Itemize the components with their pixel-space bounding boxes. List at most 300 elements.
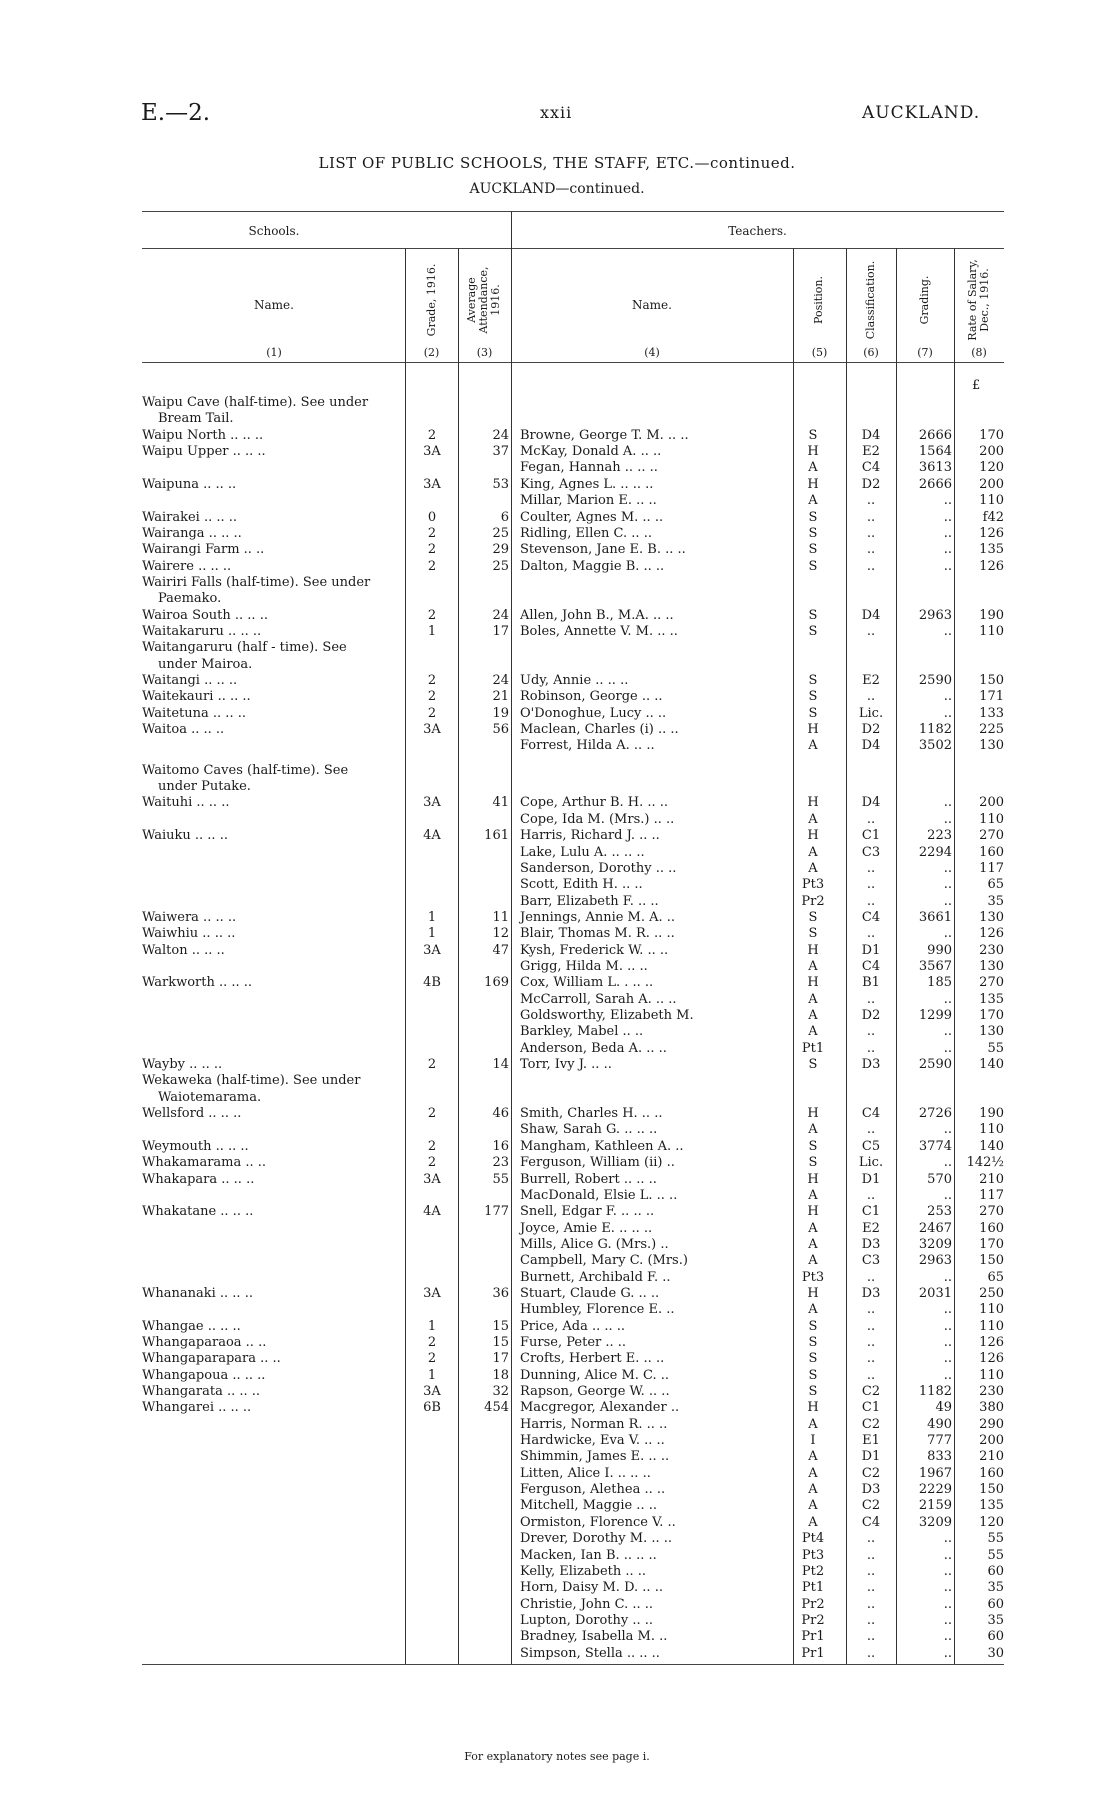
classification-cell: C4	[861, 1106, 881, 1122]
col-number: (7)	[917, 346, 933, 359]
school-name-cell: Waiwhiu .. .. ..	[142, 926, 236, 942]
table-row	[0, 828, 1114, 844]
grade-cell: 4A	[423, 1204, 441, 1220]
grading-cell: 2963	[918, 607, 952, 623]
classification-cell: D3	[861, 1482, 881, 1498]
school-name-cell: Waitangaruru (half - time). See	[142, 640, 347, 656]
table-row	[0, 411, 1114, 427]
teacher-name-cell: Robinson, George .. ..	[520, 689, 663, 705]
salary-cell: 210	[979, 1449, 1004, 1465]
grading-cell: ..	[943, 1580, 952, 1596]
classification-cell: ..	[866, 1563, 876, 1579]
teacher-name-cell: Cope, Ida M. (Mrs.) .. ..	[520, 811, 675, 827]
grading-cell: ..	[943, 689, 952, 705]
attendance-cell: 15	[492, 1334, 509, 1350]
grading-cell: ..	[943, 1351, 952, 1367]
table-row	[0, 975, 1114, 991]
table-row	[0, 493, 1114, 509]
salary-cell: 110	[979, 1367, 1004, 1383]
grade-cell: 0	[427, 509, 437, 525]
table-row	[0, 1498, 1114, 1514]
salary-cell: 140	[979, 1057, 1004, 1072]
teacher-name-cell: Litten, Alice I. .. .. ..	[520, 1465, 651, 1481]
position-cell: H	[807, 444, 819, 460]
grade-cell: 2	[427, 1334, 437, 1350]
table-row	[0, 959, 1114, 975]
classification-cell: E2	[862, 444, 880, 460]
salary-cell: 290	[979, 1416, 1004, 1432]
classification-cell: C2	[861, 1465, 881, 1481]
school-name-cell: Waituhi .. .. ..	[142, 795, 230, 811]
attendance-cell: 161	[484, 828, 509, 844]
classification-cell: C4	[861, 958, 881, 974]
attendance-cell: 17	[492, 623, 509, 639]
position-cell: S	[808, 705, 818, 721]
position-cell: Pr2	[801, 1596, 825, 1612]
teacher-name-cell: Fegan, Hannah .. .. ..	[520, 460, 658, 476]
table-row	[0, 1188, 1114, 1204]
position-cell: A	[808, 1465, 818, 1481]
attendance-cell: 17	[492, 1351, 509, 1367]
table-row	[0, 1335, 1114, 1351]
table-row	[0, 1155, 1114, 1171]
teacher-name-cell: Ferguson, William (ii) ..	[520, 1155, 675, 1171]
salary-cell: 135	[979, 991, 1004, 1007]
position-cell: A	[808, 860, 818, 876]
footnote: For explanatory notes see page i.	[464, 1750, 650, 1763]
position-cell: S	[808, 607, 818, 623]
position-cell: S	[808, 1351, 818, 1367]
table-row	[0, 1351, 1114, 1367]
grading-cell: ..	[943, 493, 952, 509]
classification-cell: D2	[861, 722, 881, 737]
table-row	[0, 1122, 1114, 1138]
classification-cell: D3	[861, 1057, 881, 1072]
grading-cell: 223	[927, 828, 952, 844]
classification-cell: ..	[866, 860, 876, 876]
teacher-name-cell: Shaw, Sarah G. .. .. ..	[520, 1122, 658, 1138]
teacher-name-cell: Bradney, Isabella M. ..	[520, 1629, 668, 1645]
position-cell: A	[808, 1498, 818, 1514]
grading-cell: ..	[943, 877, 952, 893]
salary-cell: 150	[979, 1482, 1004, 1498]
grading-cell: 2666	[918, 427, 952, 443]
teacher-name-cell: Ferguson, Alethea .. ..	[520, 1482, 666, 1498]
classification-cell: ..	[866, 1580, 876, 1596]
classification-cell: E1	[862, 1433, 880, 1448]
classification-cell: ..	[866, 1596, 876, 1612]
grading-cell: ..	[943, 1187, 952, 1203]
teacher-name-header: Name.	[632, 298, 672, 312]
position-cell: H	[807, 1400, 819, 1416]
school-name-cell: Wairere .. .. ..	[142, 558, 232, 574]
position-cell: A	[808, 1024, 818, 1040]
position-header: Position.	[812, 276, 825, 324]
position-cell: A	[808, 1302, 818, 1318]
attendance-cell: 56	[492, 722, 509, 737]
grading-cell: ..	[943, 1269, 952, 1285]
grade-cell: 3A	[423, 444, 441, 460]
teacher-name-cell: MacDonald, Elsie L. .. ..	[520, 1187, 678, 1203]
salary-cell: 170	[979, 427, 1004, 443]
teacher-name-cell: Hardwicke, Eva V. .. ..	[520, 1433, 665, 1448]
table-row	[0, 1449, 1114, 1465]
grading-cell: ..	[943, 795, 952, 811]
teacher-name-cell: Crofts, Herbert E. .. ..	[520, 1351, 665, 1367]
school-name-cell: Wairanga .. .. ..	[142, 525, 242, 541]
classification-cell: C4	[861, 460, 881, 476]
grading-cell: ..	[943, 1024, 952, 1040]
teacher-name-cell: Joyce, Amie E. .. .. ..	[520, 1220, 653, 1236]
teacher-name-cell: Campbell, Mary C. (Mrs.)	[520, 1253, 688, 1269]
grade-cell: 3A	[423, 942, 441, 958]
salary-cell: 170	[979, 1008, 1004, 1023]
grade-cell: 3A	[423, 722, 441, 737]
grading-cell: ..	[943, 1645, 952, 1661]
classification-cell: D3	[861, 1285, 881, 1301]
position-cell: A	[808, 958, 818, 974]
table-row	[0, 1368, 1114, 1384]
table-row	[0, 779, 1114, 795]
teacher-name-cell: Coulter, Agnes M. .. ..	[520, 509, 664, 525]
position-cell: A	[808, 460, 818, 476]
grade-cell: 3A	[423, 1384, 441, 1399]
classification-cell: D1	[861, 942, 881, 958]
classification-cell: D2	[861, 1008, 881, 1023]
school-name-cell: Whakatane .. .. ..	[142, 1204, 254, 1220]
grading-cell: 570	[927, 1171, 952, 1187]
school-name-cell: Waipu Cave (half-time). See under	[142, 395, 369, 410]
position-cell: H	[807, 1171, 819, 1187]
grading-cell: 2726	[918, 1106, 952, 1122]
position-cell: Pt3	[801, 1547, 825, 1563]
teacher-name-cell: Scott, Edith H. .. ..	[520, 877, 643, 893]
position-cell: S	[808, 1155, 818, 1171]
grading-cell: 777	[927, 1433, 952, 1448]
salary-cell: 65	[987, 1269, 1004, 1285]
classification-header: Classification.	[864, 260, 877, 340]
teacher-name-cell: Lake, Lulu A. .. .. ..	[520, 844, 645, 860]
grading-cell: ..	[943, 1612, 952, 1628]
table-row	[0, 1024, 1114, 1040]
classification-cell: ..	[866, 558, 876, 574]
teacher-name-cell: Harris, Richard J. .. ..	[520, 828, 660, 844]
salary-cell: 55	[987, 1040, 1004, 1056]
teacher-name-cell: Torr, Ivy J. .. ..	[520, 1057, 612, 1072]
classification-cell: ..	[866, 509, 876, 525]
salary-cell: 126	[979, 1334, 1004, 1350]
classification-cell: B1	[862, 975, 880, 991]
grading-cell: 2963	[918, 1253, 952, 1269]
col-number: (3)	[476, 346, 493, 359]
grade-cell: 2	[427, 542, 437, 558]
position-cell: H	[807, 722, 819, 737]
grade-cell: 3A	[423, 1285, 441, 1301]
salary-cell: 126	[979, 558, 1004, 574]
grading-cell: 1967	[918, 1465, 952, 1481]
salary-cell: 35	[987, 1612, 1004, 1628]
table-row	[0, 1466, 1114, 1482]
salary-cell: 110	[979, 493, 1004, 509]
classification-cell: ..	[866, 542, 876, 558]
position-cell: H	[807, 795, 819, 811]
doc-code: E.—2.	[141, 100, 211, 126]
grading-cell: ..	[943, 1563, 952, 1579]
table-row	[0, 608, 1114, 624]
grading-cell: 490	[927, 1416, 952, 1432]
classification-cell: C2	[861, 1498, 881, 1514]
position-cell: I	[810, 1433, 816, 1448]
classification-cell: ..	[866, 1334, 876, 1350]
classification-cell: C2	[861, 1416, 881, 1432]
school-name-cell: Wayby .. .. ..	[142, 1057, 223, 1072]
grade-cell: 2	[427, 1138, 437, 1154]
table-row	[0, 395, 1114, 411]
grading-cell: ..	[943, 991, 952, 1007]
classification-cell: D2	[861, 476, 881, 492]
salary-cell: 270	[979, 975, 1004, 991]
teacher-name-cell: Kelly, Elizabeth .. ..	[520, 1563, 647, 1579]
teacher-name-cell: Mills, Alice G. (Mrs.) ..	[520, 1236, 669, 1252]
table-row	[0, 795, 1114, 811]
grading-cell: 1299	[918, 1008, 952, 1023]
salary-cell: 142½	[966, 1155, 1004, 1171]
attendance-cell: 24	[492, 673, 509, 688]
school-name-cell: Whangae .. .. ..	[142, 1318, 241, 1334]
grading-cell: 3209	[918, 1236, 952, 1252]
school-name-header: Name.	[254, 298, 294, 312]
classification-cell: Lic.	[858, 1155, 884, 1171]
teacher-name-cell: Humbley, Florence E. ..	[520, 1302, 675, 1318]
table-row	[0, 1106, 1114, 1122]
classification-cell: E2	[862, 1220, 880, 1236]
school-name-cell: Whangarei .. .. ..	[142, 1400, 252, 1416]
position-cell: S	[808, 926, 818, 942]
salary-cell: 250	[979, 1285, 1004, 1301]
attendance-cell: 53	[492, 476, 509, 492]
currency-symbol: £	[972, 378, 981, 393]
grading-cell: ..	[943, 705, 952, 721]
position-cell: S	[808, 689, 818, 705]
grade-header: Grade, 1916.	[425, 263, 438, 337]
table-row	[0, 1548, 1114, 1564]
school-name-cell: Waiwera .. .. ..	[142, 909, 237, 925]
salary-cell: 230	[979, 1384, 1004, 1399]
position-cell: S	[808, 558, 818, 574]
position-cell: A	[808, 844, 818, 860]
teacher-name-cell: Harris, Norman R. .. ..	[520, 1416, 668, 1432]
table-row	[0, 738, 1114, 754]
classification-cell: C4	[861, 909, 881, 925]
school-name-cell: Waitetuna .. .. ..	[142, 705, 246, 721]
teacher-name-cell: Stuart, Claude G. .. ..	[520, 1285, 660, 1301]
grading-cell: 2159	[918, 1498, 952, 1514]
position-cell: A	[808, 1008, 818, 1023]
position-cell: S	[808, 909, 818, 925]
table-row	[0, 444, 1114, 460]
grade-cell: 4A	[423, 828, 441, 844]
col-number: (1)	[266, 346, 282, 359]
attendance-cell: 15	[492, 1318, 509, 1334]
position-cell: H	[807, 1285, 819, 1301]
position-cell: A	[808, 1416, 818, 1432]
classification-cell: D4	[861, 607, 881, 623]
attendance-cell: 6	[500, 509, 509, 525]
attendance-cell: 36	[492, 1285, 509, 1301]
col-number: (8)	[971, 346, 987, 359]
grading-cell: ..	[943, 1318, 952, 1334]
teacher-name-cell: Mitchell, Maggie .. ..	[520, 1498, 657, 1514]
classification-cell: ..	[866, 525, 876, 541]
school-name-cell: Waiotemarama.	[158, 1089, 262, 1105]
position-cell: Pt3	[801, 877, 825, 893]
table-row	[0, 526, 1114, 542]
grading-cell: 1182	[918, 1384, 952, 1399]
school-name-cell: under Putake.	[158, 779, 251, 795]
classification-cell: ..	[866, 1629, 876, 1645]
teacher-name-cell: Furse, Peter .. ..	[520, 1334, 627, 1350]
position-cell: A	[808, 1449, 818, 1465]
salary-cell: 110	[979, 1122, 1004, 1138]
position-cell: S	[808, 542, 818, 558]
page-number: xxii	[540, 103, 573, 122]
teacher-name-cell: Christie, John C. .. ..	[520, 1596, 654, 1612]
table-row	[0, 877, 1114, 893]
teacher-name-cell: Burnett, Archibald F. ..	[520, 1269, 671, 1285]
attendance-cell: 14	[492, 1057, 509, 1072]
school-name-cell: Warkworth .. .. ..	[142, 975, 253, 991]
grading-cell: ..	[943, 1547, 952, 1563]
teacher-name-cell: Dunning, Alice M. C. ..	[520, 1367, 670, 1383]
grading-cell: ..	[943, 1334, 952, 1350]
classification-cell: ..	[866, 877, 876, 893]
classification-cell: C4	[861, 1514, 881, 1530]
position-cell: A	[808, 1122, 818, 1138]
table-row	[0, 477, 1114, 493]
school-name-cell: Whangarata .. .. ..	[142, 1384, 261, 1399]
table-row	[0, 1237, 1114, 1253]
grading-cell: 3209	[918, 1514, 952, 1530]
table-row	[0, 689, 1114, 705]
table-row	[0, 1531, 1114, 1547]
position-cell: Pr1	[801, 1645, 825, 1661]
position-cell: A	[808, 811, 818, 827]
grading-cell: ..	[943, 1155, 952, 1171]
grade-cell: 2	[427, 689, 437, 705]
position-cell: S	[808, 673, 818, 688]
teacher-name-cell: Maclean, Charles (i) .. ..	[520, 722, 679, 737]
classification-cell: ..	[866, 1645, 876, 1661]
attendance-cell: 47	[492, 942, 509, 958]
position-cell: A	[808, 1253, 818, 1269]
table-row	[0, 559, 1114, 575]
classification-cell: ..	[866, 1122, 876, 1138]
table-row	[0, 510, 1114, 526]
table-row	[0, 657, 1114, 673]
grading-cell: ..	[943, 1040, 952, 1056]
teacher-name-cell: Shimmin, James E. .. ..	[520, 1449, 670, 1465]
grading-cell: 3774	[918, 1138, 952, 1154]
grading-cell: 990	[927, 942, 952, 958]
grading-cell: 1182	[918, 722, 952, 737]
grade-cell: 2	[427, 427, 437, 443]
attendance-cell: 454	[484, 1400, 509, 1416]
table-row	[0, 1221, 1114, 1237]
attendance-cell: 32	[492, 1384, 509, 1399]
attendance-cell: 21	[492, 689, 509, 705]
teacher-name-cell: O'Donoghue, Lucy .. ..	[520, 705, 667, 721]
school-name-cell: Wairoa South .. .. ..	[142, 607, 268, 623]
classification-cell: D4	[861, 795, 881, 811]
attendance-cell: 37	[492, 444, 509, 460]
salary-header: Rate of Salary, Dec., 1916.	[966, 259, 991, 341]
table-row	[0, 1400, 1114, 1416]
grading-cell: 3567	[918, 958, 952, 974]
classification-cell: ..	[866, 1269, 876, 1285]
grading-cell: 2590	[918, 673, 952, 688]
classification-cell: ..	[866, 1040, 876, 1056]
salary-cell: 200	[979, 444, 1004, 460]
table-row	[0, 845, 1114, 861]
teachers-header: Teachers.	[728, 224, 787, 238]
table-row	[0, 1041, 1114, 1057]
classification-cell: ..	[866, 1612, 876, 1628]
school-name-cell: Waiuku .. .. ..	[142, 828, 228, 844]
salary-cell: 225	[979, 722, 1004, 737]
grade-cell: 6B	[423, 1400, 441, 1416]
grade-cell: 4B	[423, 975, 441, 991]
salary-cell: 135	[979, 1498, 1004, 1514]
table-row	[0, 1253, 1114, 1269]
table-row	[0, 1580, 1114, 1596]
grade-cell: 2	[427, 1106, 437, 1122]
teacher-name-cell: Cox, William L. . .. ..	[520, 975, 654, 991]
grading-cell: 3661	[918, 909, 952, 925]
salary-cell: 120	[979, 460, 1004, 476]
table-row	[0, 460, 1114, 476]
school-name-cell: Whangaparapara .. ..	[142, 1351, 281, 1367]
position-cell: S	[808, 509, 818, 525]
salary-cell: 230	[979, 942, 1004, 958]
table-row	[0, 1384, 1114, 1400]
school-name-cell: Whakamarama .. ..	[142, 1155, 267, 1171]
table-row	[0, 591, 1114, 607]
grading-cell: ..	[943, 1629, 952, 1645]
teacher-name-cell: McKay, Donald A. .. ..	[520, 444, 662, 460]
table-row	[0, 1204, 1114, 1220]
teacher-name-cell: Rapson, George W. .. ..	[520, 1384, 670, 1399]
grade-cell: 1	[427, 1367, 437, 1383]
table-row	[0, 1597, 1114, 1613]
position-cell: A	[808, 991, 818, 1007]
school-name-cell: Waitoa .. .. ..	[142, 722, 225, 737]
table-row	[0, 910, 1114, 926]
salary-cell: 110	[979, 811, 1004, 827]
attendance-cell: 41	[492, 795, 509, 811]
salary-cell: 200	[979, 1433, 1004, 1448]
teacher-name-cell: Smith, Charles H. .. ..	[520, 1106, 663, 1122]
position-cell: A	[808, 1187, 818, 1203]
position-cell: S	[808, 525, 818, 541]
salary-cell: 65	[987, 877, 1004, 893]
table-row	[0, 992, 1114, 1008]
teacher-name-cell: Boles, Annette V. M. .. ..	[520, 623, 678, 639]
position-cell: A	[808, 1236, 818, 1252]
position-cell: A	[808, 738, 818, 754]
salary-cell: 55	[987, 1547, 1004, 1563]
table-row	[0, 673, 1114, 689]
position-cell: S	[808, 427, 818, 443]
